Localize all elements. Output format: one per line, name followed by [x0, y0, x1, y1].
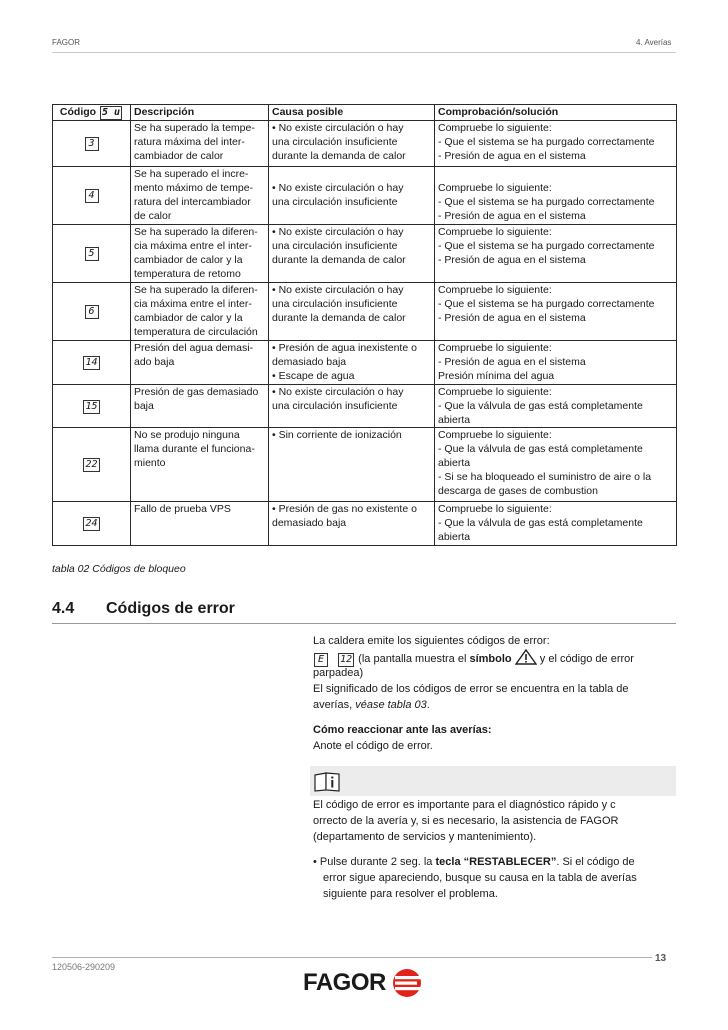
display-symbol-icon: 5 u — [102, 107, 121, 118]
error-code-display-icon: 24 — [85, 518, 98, 529]
section-number: 4.4 — [52, 600, 75, 617]
table-row — [53, 341, 677, 385]
check-cell — [435, 167, 677, 225]
info-note-box — [310, 766, 676, 796]
cause-line: • No existe circulación o hay — [272, 122, 404, 134]
error-code-display-icon: 3 — [85, 137, 99, 151]
description-cell — [131, 428, 269, 502]
description-line: cambiador de calor — [134, 150, 224, 162]
cause-line: • No existe circulación o hay — [272, 284, 404, 296]
description-cell — [131, 341, 269, 385]
table-caption: tabla 02 Códigos de bloqueo — [52, 563, 186, 575]
table-row — [53, 225, 677, 283]
logo-wordmark: FAGOR — [303, 969, 386, 996]
note-line-1: El código de error es importante para el diagnóstico rápido y c — [313, 799, 616, 811]
check-line: - Presión de agua en el sistema — [438, 312, 586, 324]
check-line: - Presión de agua en el sistema — [438, 356, 586, 368]
cause-line: durante la demanda de calor — [272, 254, 406, 266]
cause-cell — [269, 167, 435, 225]
code-cell — [53, 502, 131, 546]
significado-line-1: El significado de los códigos de error se encuentra en la tabla de — [313, 683, 629, 695]
code-cell — [53, 341, 131, 385]
cause-line: • No existe circulación o hay — [272, 386, 404, 398]
check-cell — [435, 121, 677, 167]
footer-rule — [52, 957, 652, 958]
cause-line: • Escape de agua — [272, 370, 355, 382]
cause-line — [272, 167, 431, 181]
reset-bullet-line-1: • Pulse durante 2 seg. la tecla “RESTABLECER”. Si el código de — [313, 856, 635, 868]
description-line: temperatura de retomo — [134, 268, 241, 280]
table-row — [53, 502, 677, 546]
description-line: Presión de gas demasiado — [134, 386, 259, 398]
description-cell — [131, 121, 269, 167]
table-row — [53, 283, 677, 341]
display-code-icon: 12 — [340, 654, 353, 665]
error-code-display-icon: 22 — [85, 459, 98, 470]
description-line: cambiador de calor y la — [134, 312, 243, 324]
code-cell — [53, 167, 131, 225]
note-line-3: (departamento de servicios y mantenimiento). — [313, 831, 537, 843]
description-line: Se ha superado la diferen- — [134, 284, 258, 296]
cause-line: • Sin corriente de ionización — [272, 429, 402, 441]
cause-line: una circulación insuficiente — [272, 196, 398, 208]
error-code-display-icon: 5 — [85, 247, 99, 261]
intro-text: La caldera emite los siguientes códigos de error: — [313, 635, 550, 647]
check-line: - Que la válvula de gas está completamente — [438, 400, 643, 412]
description-line: Se ha superado la diferen- — [134, 226, 258, 238]
description-cell — [131, 502, 269, 546]
cause-line: durante la demanda de calor — [272, 150, 406, 162]
check-line: - Que el sistema se ha purgado correctamente — [438, 136, 655, 148]
header-chapter: 4. Averías — [636, 38, 672, 47]
check-line: Compruebe lo siguiente: — [438, 122, 552, 134]
check-line: Compruebe lo siguiente: — [438, 386, 552, 398]
description-line: cambiador de calor y la — [134, 254, 243, 266]
description-cell — [131, 283, 269, 341]
description-line: temperatura de circulación — [134, 326, 258, 338]
check-line: - Que el sistema se ha purgado correctamente — [438, 240, 655, 252]
cause-cell — [269, 121, 435, 167]
page-number: 13 — [655, 953, 667, 964]
check-line: - Que la válvula de gas está completamente — [438, 443, 643, 455]
description-line: Se ha superado el incre- — [134, 168, 249, 180]
check-cell — [435, 283, 677, 341]
check-line: descarga de gases de combustion — [438, 485, 598, 497]
code-cell — [53, 283, 131, 341]
reset-bullet-line-2: error sigue apareciendo, busque su causa en la tabla de averías — [323, 872, 637, 884]
note-code-text: Anote el código de error. — [313, 740, 433, 752]
table-row — [53, 428, 677, 502]
how-to-react-title: Cómo reaccionar ante las averías: — [313, 724, 492, 736]
description-line: Fallo de prueba VPS — [134, 503, 231, 515]
check-cell — [435, 428, 677, 502]
check-line: - Presión de agua en el sistema — [438, 254, 586, 266]
cause-line: una circulación insuficiente — [272, 400, 398, 412]
description-line: cia máxima entre el inter- — [134, 298, 252, 310]
header-descripcion: Descripción — [131, 105, 269, 121]
error-code-display-icon: 6 — [85, 305, 99, 319]
check-line: Presión mínima del agua — [438, 370, 555, 382]
reset-bullet-line-3: siguiente para resolver el problema. — [323, 888, 498, 900]
check-cell — [435, 502, 677, 546]
description-line: ratura máxima del inter- — [134, 136, 245, 148]
description-line: baja — [134, 400, 154, 412]
check-line: Compruebe lo siguiente: — [438, 284, 552, 296]
cause-cell — [269, 225, 435, 283]
cause-line: una circulación insuficiente — [272, 136, 398, 148]
display-e-icon: E — [314, 653, 328, 667]
description-cell — [131, 385, 269, 428]
header-codigo: Código 5 u — [53, 105, 131, 121]
document-code: 120506-290209 — [52, 962, 116, 972]
check-cell — [435, 385, 677, 428]
check-line: - Presión de agua en el sistema — [438, 150, 586, 162]
description-line: Se ha superado la tempe- — [134, 122, 255, 134]
note-line-2: orrecto de la avería y, si es necesario, la asistencia de FAGOR — [313, 815, 619, 827]
description-cell — [131, 225, 269, 283]
code-cell — [53, 428, 131, 502]
check-line: Compruebe lo siguiente: — [438, 182, 552, 194]
check-line: Compruebe lo siguiente: — [438, 342, 552, 354]
fagor-logo-mark-icon — [390, 968, 424, 998]
description-line: de calor — [134, 210, 172, 222]
check-line: - Que el sistema se ha purgado correctamente — [438, 196, 655, 208]
cause-cell — [269, 502, 435, 546]
cause-line: • Presión de agua inexistente o — [272, 342, 417, 354]
warning-triangle-icon — [515, 649, 537, 665]
check-cell — [435, 225, 677, 283]
description-line: No se produjo ninguna — [134, 429, 240, 441]
table-row — [53, 167, 677, 225]
code-cell — [53, 225, 131, 283]
check-line: Compruebe lo siguiente: — [438, 226, 552, 238]
fagor-logo — [303, 968, 424, 996]
description-line: ratura del intercambiador — [134, 196, 251, 208]
section-rule — [52, 623, 676, 624]
check-line: abierta — [438, 457, 471, 469]
description-line: ado baja — [134, 356, 175, 368]
check-line: abierta — [438, 414, 471, 426]
manual-info-icon — [313, 772, 341, 792]
section-title: Códigos de error — [106, 600, 235, 617]
header-comprobacion: Comprobación/solución — [435, 105, 677, 121]
check-line: Compruebe lo siguiente: — [438, 503, 552, 515]
description-line: miento — [134, 457, 166, 469]
code-cell — [53, 385, 131, 428]
cause-cell — [269, 385, 435, 428]
description-line: Presión del agua demasi- — [134, 342, 254, 354]
header-brand: FAGOR — [52, 38, 81, 47]
cause-line: • No existe circulación o hay — [272, 182, 404, 194]
cause-line: una circulación insuficiente — [272, 240, 398, 252]
code-cell — [53, 121, 131, 167]
cause-cell — [269, 428, 435, 502]
error-code-line: E 12 (la pantalla muestra el símbolo y el código de error — [313, 649, 681, 667]
error-code-display-icon: 4 — [85, 189, 99, 203]
cause-line: demasiado baja — [272, 356, 347, 368]
cause-line: demasiado baja — [272, 517, 347, 529]
cause-cell — [269, 341, 435, 385]
check-line: - Presión de agua en el sistema — [438, 210, 586, 222]
check-line: Compruebe lo siguiente: — [438, 429, 552, 441]
check-line: - Que el sistema se ha purgado correctamente — [438, 298, 655, 310]
description-cell — [131, 167, 269, 225]
cause-cell — [269, 283, 435, 341]
check-line — [438, 167, 673, 181]
error-code-display-icon: 14 — [85, 357, 98, 368]
significado-line-2: averías, véase tabla 03. — [313, 699, 430, 711]
parpadea-text: parpadea) — [313, 667, 364, 679]
cause-line: • No existe circulación o hay — [272, 226, 404, 238]
table-row — [53, 385, 677, 428]
table-row — [53, 121, 677, 167]
cause-line: una circulación insuficiente — [272, 298, 398, 310]
lockout-codes-table — [52, 104, 677, 546]
check-line: abierta — [438, 531, 471, 543]
cause-line: • Presión de gas no existente o — [272, 503, 417, 515]
description-line: llama durante el funciona- — [134, 443, 255, 455]
check-line: - Si se ha bloqueado el suministro de aire o la — [438, 471, 652, 483]
description-line: cia máxima entre el inter- — [134, 240, 252, 252]
check-line: - Que la válvula de gas está completamente — [438, 517, 643, 529]
table-header-row — [53, 105, 677, 121]
error-code-display-icon: 15 — [85, 400, 98, 412]
header-rule — [52, 52, 676, 53]
cause-line: durante la demanda de calor — [272, 312, 406, 324]
header-causa: Causa posible — [269, 105, 435, 121]
description-line: mento máximo de tempe- — [134, 182, 254, 194]
check-cell — [435, 341, 677, 385]
